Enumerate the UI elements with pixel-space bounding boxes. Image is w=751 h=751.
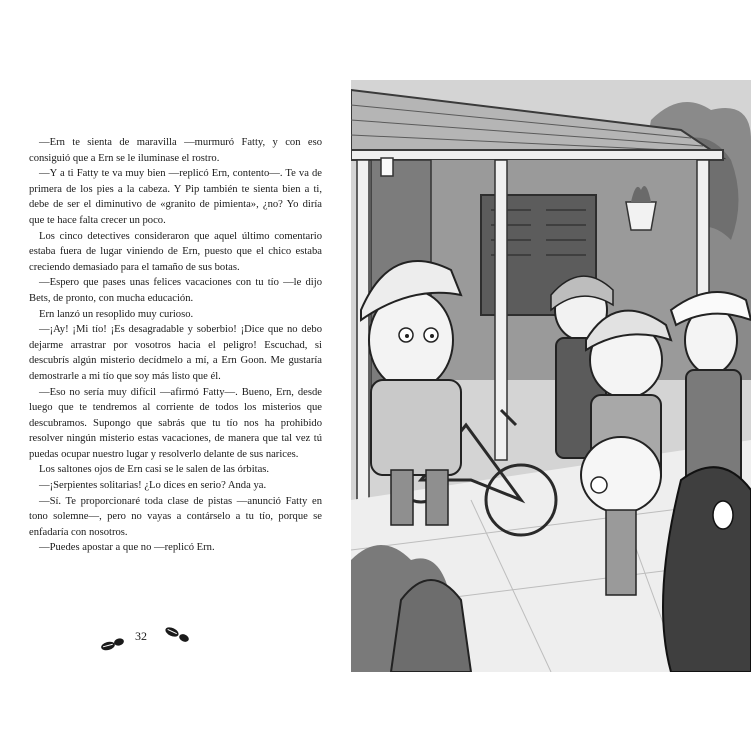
footprints-icon — [98, 621, 198, 655]
paragraph: Los cinco detectives consideraron que aquel último comentario estaba fuera de lugar viniendo de Ern, puesto que el chico estaba creciendo demasiado para el tamaño de sus botas. — [29, 230, 322, 273]
paragraph: —¡Serpientes solitarias! ¿Lo dices en serio? Anda ya. — [39, 480, 267, 492]
paragraph: —Puedes apostar a que no —replicó Ern. — [39, 542, 215, 554]
illustration-children-with-bicycle-at-porch — [351, 80, 751, 672]
paragraph: Ern lanzó un resoplido muy curioso. — [39, 308, 194, 320]
text-column — [29, 135, 322, 556]
paragraph: —Sí. Te proporcionaré toda clase de pistas —anunció Fatty en tono solemne—, pero no vayas a contárselo a tu tío, porque se enfadaría con nosotros. — [29, 495, 322, 538]
illustration — [351, 80, 751, 672]
page-footer — [98, 621, 198, 655]
page-number: 32 — [135, 629, 147, 643]
paragraph: —Y a ti Fatty te va muy bien —replicó Ern, contento—. Te va de primera de los pies a la cabeza. Y Pip también te sienta bien a ti, debe de ser el diminutivo de «granito de pimienta», ¿no? Yo diría que te hace falta crecer un poco. — [29, 168, 322, 226]
paragraph: —Eso no sería muy difícil —afirmó Fatty—. Bueno, Ern, desde luego que te tendremos al corriente de todos los misterios que descubramos. Supongo que sabrás que tu tío nos ha prohibido resolver ningún misterio estas vacaciones, de manera que tal vez tú puedas ocupar nuestro lugar y resolverlo delante de sus narices. — [29, 386, 322, 460]
paragraph: —Ern te sienta de maravilla —murmuró Fatty, y con eso consiguió que a Ern se le iluminase el rostro. — [29, 137, 322, 164]
paragraph: —Espero que pases unas felices vacaciones con tu tío —le dijo Bets, de pronto, con mucha educación. — [29, 277, 322, 304]
paragraph: —¡Ay! ¡Mi tío! ¡Es desagradable y soberbio! ¡Dice que no debo dejarme arrastrar por vosotros hacia el peligro! Escuchad, si descubrís algún misterio decídmelo a mí, a Ern Goon. Me gustaría demostrarle a mi tío que soy más listo que él. — [29, 324, 322, 382]
paragraph: Los saltones ojos de Ern casi se le salen de las órbitas. — [39, 464, 270, 476]
